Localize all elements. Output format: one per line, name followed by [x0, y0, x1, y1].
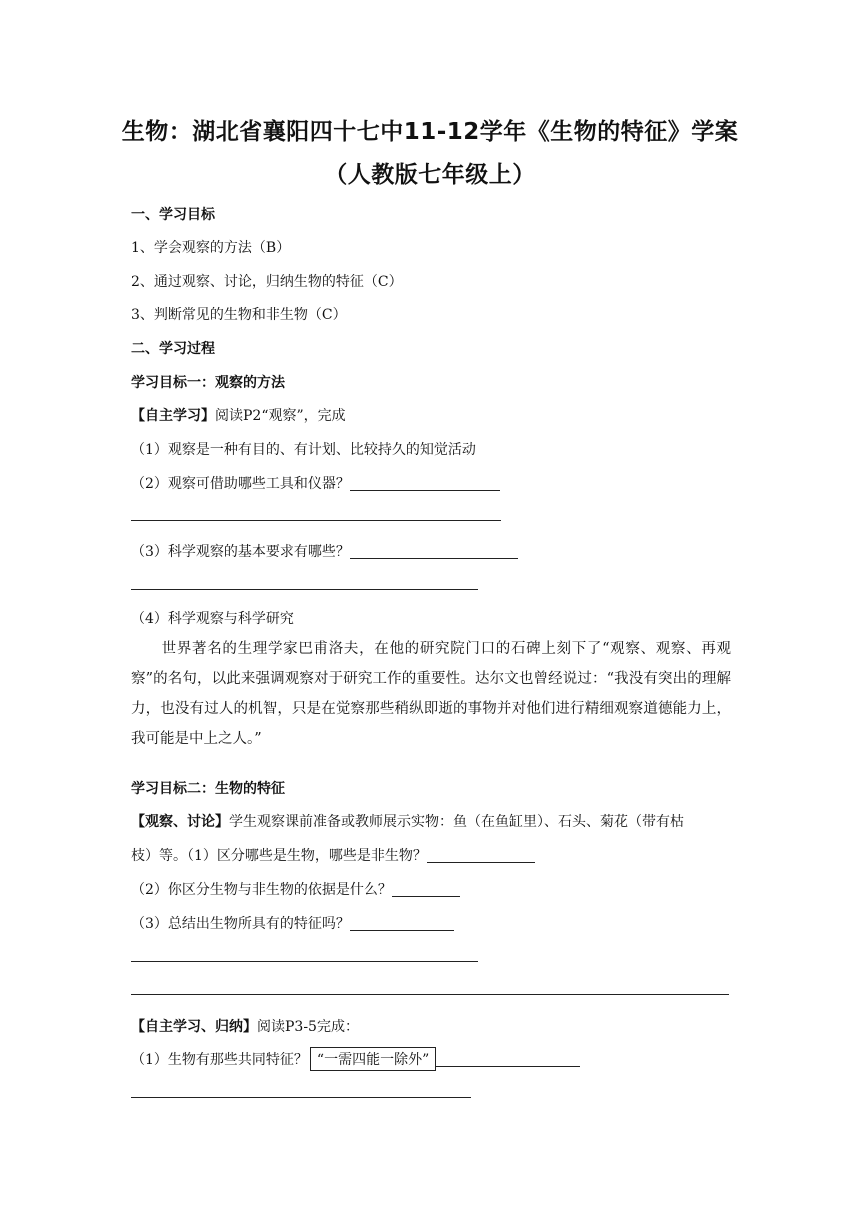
discuss-tag: 【观察、讨论】	[131, 814, 229, 830]
summary-tag: 【自主学习、归纳】	[131, 1019, 257, 1035]
answer-line[interactable]	[131, 589, 478, 590]
discuss-question-2-line	[131, 879, 460, 899]
discuss-line-1	[131, 811, 684, 831]
discuss-text-1: 学生观察课前准备或教师展示实物：鱼（在鱼缸里）、石头、菊花（带有枯	[229, 814, 684, 830]
summary-question-1-line	[131, 1047, 580, 1071]
answer-blank[interactable]	[436, 1052, 580, 1067]
goal1-heading: 学习目标一：观察的方法	[131, 375, 285, 391]
document-title: 生物：湖北省襄阳四十七中11-12学年《生物的特征》学案	[121, 119, 739, 145]
question-2: （2）观察可借助哪些工具和仪器？	[131, 476, 350, 492]
mnemonic-box: “一需四能一除外”	[310, 1047, 436, 1071]
answer-blank[interactable]	[350, 476, 500, 491]
summary-text: 阅读P3-5完成：	[257, 1019, 359, 1035]
answer-line[interactable]	[131, 1097, 471, 1098]
answer-line[interactable]	[131, 994, 729, 995]
discuss-line-2	[131, 845, 535, 865]
document-subtitle: （人教版七年级上）	[324, 162, 536, 188]
answer-line[interactable]	[131, 961, 478, 962]
goal-item-3: 3、判断常见的生物和非生物（C）	[131, 307, 347, 323]
question-1: （1）观察是一种有目的、有计划、比较持久的知觉活动	[131, 442, 476, 458]
discuss-question-2: （2）你区分生物与非生物的依据是什么？	[131, 882, 392, 898]
self-study-tag: 【自主学习】	[131, 408, 215, 424]
self-study-line	[131, 405, 346, 425]
discuss-question-3-line	[131, 913, 454, 933]
section1-heading: 一、学习目标	[131, 207, 215, 223]
answer-blank[interactable]	[350, 544, 518, 559]
question-3: （3）科学观察的基本要求有哪些？	[131, 544, 350, 560]
answer-blank[interactable]	[392, 882, 460, 897]
answer-blank[interactable]	[427, 848, 535, 863]
answer-line[interactable]	[131, 520, 501, 521]
question-4: （4）科学观察与科学研究	[131, 611, 294, 627]
discuss-text-2: 枝）等。（1）区分哪些是生物，哪些是非生物？	[131, 848, 427, 864]
quote-paragraph	[131, 634, 731, 754]
goal-item-2: 2、通过观察、讨论，归纳生物的特征（C）	[131, 274, 403, 290]
summary-question-1: （1）生物有那些共同特征？	[131, 1052, 308, 1068]
self-study-text: 阅读P2“观察”，完成	[215, 408, 346, 424]
answer-blank[interactable]	[350, 916, 454, 931]
quote-paragraph-text: 世界著名的生理学家巴甫洛夫，在他的研究院门口的石碑上刻下了“观察、观察、再观察”的名句，以此来强调观察对于研究工作的重要性。达尔文也曾经说过：“我没有突出的理解力，也没有过人的机智，只是在觉察那些稍纵即逝的事物并对他们进行精细观察道德能力上，我可能是中上之人。”	[131, 641, 731, 747]
goal2-heading: 学习目标二：生物的特征	[131, 781, 285, 797]
question-2-line	[131, 473, 500, 493]
discuss-question-3: （3）总结出生物所具有的特征吗？	[131, 916, 350, 932]
summary-line	[131, 1016, 359, 1036]
section2-heading: 二、学习过程	[131, 341, 215, 357]
goal-item-1: 1、学会观察的方法（B）	[131, 240, 291, 256]
question-3-line	[131, 541, 518, 561]
